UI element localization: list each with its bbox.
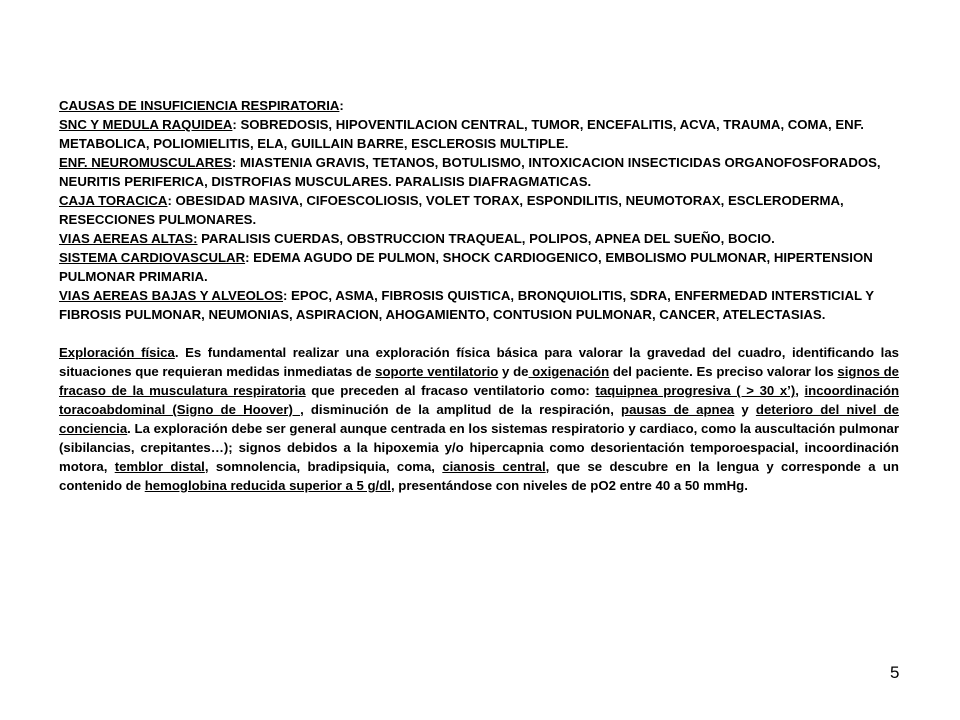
exam-paragraph	[59, 343, 899, 495]
exam-text: . La exploración debe ser general aunque centrada en los sistemas respiratorio y cardiaco, como la auscultación pulmonar (sibilancias, crepitantes…); signos debidos a la hipoxemia y/o hipercapnia como desorientación temporoespacial, incoordinación motora,	[59, 421, 899, 474]
cause-end: .	[821, 307, 826, 322]
cause-item-snc	[59, 115, 899, 153]
cause-text: : MIASTENIA GRAVIS, TETANOS, BOTULISMO, INTOXICACION INSECTICIDAS ORGANOFOSFORADOS, NEURITIS PERIFERICA, DISTROFIAS MUSCULARES. PARALISIS DIAFRAGMATICAS.	[59, 155, 881, 189]
exam-underline: deterioro del nivel de conciencia	[59, 402, 899, 436]
exam-underline: soporte ventilatorio	[375, 364, 499, 379]
exam-text: y	[734, 402, 756, 417]
exam-underline: signos de fracaso de la musculatura respiratoria	[59, 364, 900, 398]
cause-label: SISTEMA CARDIOVASCULAR	[59, 250, 246, 265]
exam-text: , disminución de la amplitud de la respiración,	[300, 402, 622, 417]
cause-item-chest-wall	[59, 191, 899, 229]
causes-title-line	[59, 96, 899, 115]
cause-item-neuromuscular	[59, 153, 899, 191]
cause-label: SNC Y MEDULA RAQUIDEA	[59, 117, 233, 132]
exam-underline: cianosis central	[442, 459, 546, 474]
exam-text: , presentándose con niveles de pO2 entre 40 a 50 mmHg.	[390, 478, 748, 493]
exam-underline: taquipnea progresiva ( > 30 x’)	[595, 383, 796, 398]
slide-body	[59, 96, 899, 495]
cause-label: ENF. NEUROMUSCULARES	[59, 155, 232, 170]
cause-label: VIAS AEREAS BAJAS Y ALVEOLOS	[59, 288, 283, 303]
cause-item-upper-airway	[59, 229, 899, 248]
exam-text: ,	[795, 383, 805, 398]
paragraph-spacer	[59, 324, 899, 343]
exam-text: , que se descubre en la lengua y corresponde a un contenido de	[59, 459, 899, 493]
exam-text: . Es fundamental realizar una exploración física básica para valorar la gravedad del cuadro, identificando las situaciones que requieran medidas inmediatas de	[59, 345, 899, 379]
causes-title: CAUSAS DE INSUFICIENCIA RESPIRATORIA	[59, 98, 340, 113]
exam-title: Exploración física	[59, 345, 175, 360]
cause-text: : SOBREDOSIS, HIPOVENTILACION CENTRAL, TUMOR, ENCEFALITIS, ACVA, TRAUMA, COMA, ENF. METABOLICA, POLIOMIELITIS, ELA, GUILLAIN BARRE, ESCLEROSIS MULTIPLE.	[59, 117, 864, 151]
exam-text: , somnolencia, bradipsiquia, coma,	[204, 459, 443, 474]
cause-label: CAJA TORACICA	[59, 193, 168, 208]
cause-item-cardiovascular	[59, 248, 899, 286]
page-number: 5	[890, 663, 900, 682]
cause-text: : EDEMA AGUDO DE PULMON, SHOCK CARDIOGENICO, EMBOLISMO PULMONAR, HIPERTENSION PULMONAR PRIMARIA.	[59, 250, 873, 284]
cause-item-lower-airway	[59, 286, 899, 324]
cause-text: : OBESIDAD MASIVA, CIFOESCOLIOSIS, VOLET TORAX, ESPONDILITIS, NEUMOTORAX, ESCLERODERMA, RESECCIONES PULMONARES.	[59, 193, 844, 227]
cause-text: PARALISIS CUERDAS, OBSTRUCCION TRAQUEAL, POLIPOS, APNEA DEL SUEÑO, BOCIO.	[197, 231, 775, 246]
causes-title-colon: :	[339, 98, 344, 113]
exam-text: que preceden al fracaso ventilatorio como:	[305, 383, 596, 398]
exam-underline: oxigenación	[528, 364, 610, 379]
cause-label: VIAS AEREAS ALTAS:	[59, 231, 198, 246]
cause-text: : EPOC, ASMA, FIBROSIS QUISTICA, BRONQUIOLITIS, SDRA, ENFERMEDAD INTERSTICIAL Y FIBROSIS PULMONAR, NEUMONIAS, ASPIRACION, AHOGAMIENTO, CONTUSION PULMONAR, CANCER, ATELECTASIAS	[59, 288, 874, 322]
exam-underline: hemoglobina reducida superior a 5 g/dl	[144, 478, 391, 493]
exam-text: y de	[498, 364, 529, 379]
exam-underline: temblor distal	[114, 459, 205, 474]
exam-underline: pausas de apnea	[621, 402, 735, 417]
exam-underline: incoordinación toracoabdominal (Signo de Hoover)	[59, 383, 900, 417]
exam-text: del paciente. Es preciso valorar los	[609, 364, 838, 379]
